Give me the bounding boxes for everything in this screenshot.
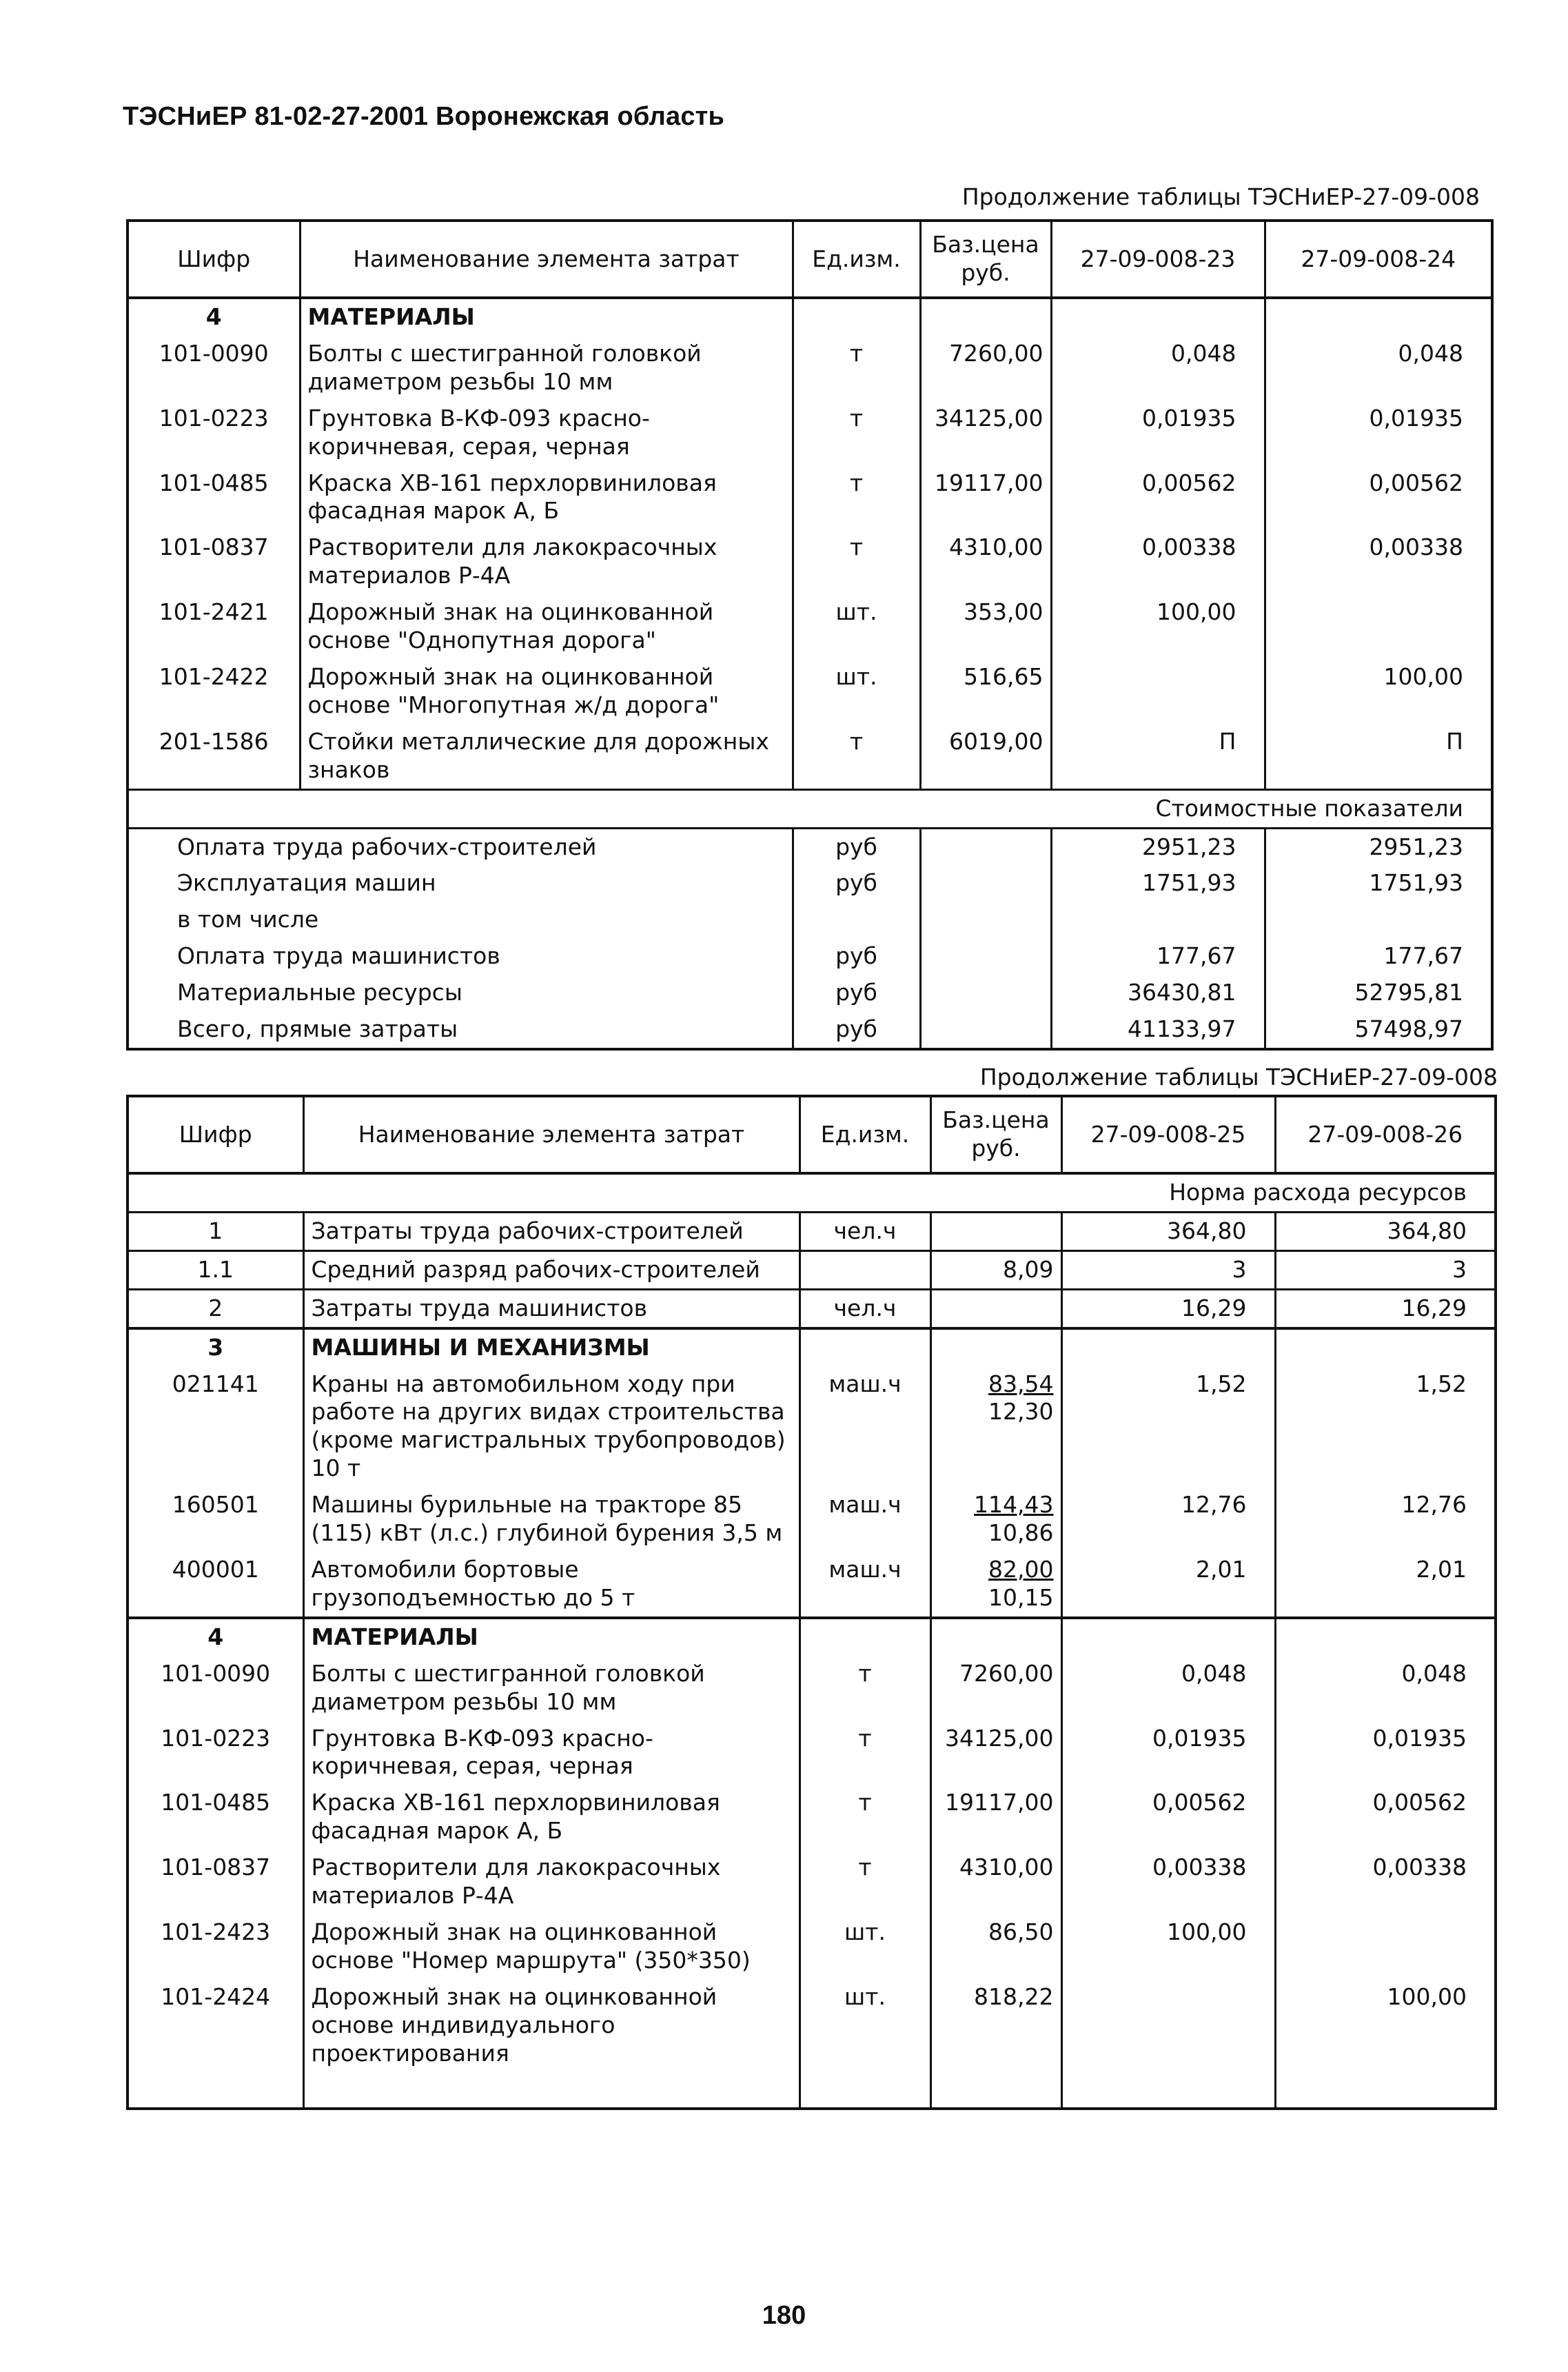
resource-name: Дорожный знак на оцинкованной основе "Однопутная дорога" [300,594,793,659]
norm-value-2: 0,048 [1398,339,1463,367]
norm-value-1: 3 [1061,1250,1275,1289]
col-header-name: Наименование элемента затрат [303,1096,800,1173]
summary-row [128,938,1492,975]
machine-unit: маш.ч [800,1487,930,1552]
empty-cell [1275,1328,1496,1366]
norm-value-1: 0,048 [1061,1656,1275,1721]
machine-unit: маш.ч [800,1552,930,1618]
empty-cell [930,2071,1061,2109]
norm-value-2: 0,00562 [1369,469,1463,496]
base-price: 516,65 [920,659,1051,724]
norm-value-1: 0,048 [1051,336,1265,401]
resource-name: Растворители для лакокрасочных материалов Р-4А [303,1849,800,1914]
resource-code: 101-2421 [128,594,300,659]
section-row-machines [128,1328,1496,1366]
resource-unit: шт. [800,1914,930,1979]
table-row [128,1289,1496,1328]
cost-indicators-label: Стоимостные показатели [128,789,1492,828]
section-number: 3 [128,1328,303,1366]
table2-caption: Продолжение таблицы ТЭСНиЕР-27-09-008 [979,1064,1498,1091]
col-header-price: Баз.цена руб. [930,1096,1061,1173]
summary-value-1: 36430,81 [1051,975,1265,1011]
summary-label: Оплата труда рабочих-строителей [128,828,793,865]
summary-value-1: 2951,23 [1051,828,1265,865]
summary-label: Эксплуатация машин [128,865,793,902]
table-row [128,1914,1496,1979]
section-title: МАТЕРИАЛЫ [303,1618,800,1656]
summary-unit: руб [793,938,920,975]
table-row [128,1212,1496,1250]
norm-value-1: П [1051,724,1265,789]
section-title: МАТЕРИАЛЫ [300,298,793,336]
resource-name: Затраты труда рабочих-строителей [303,1212,800,1250]
section-number: 4 [128,298,300,336]
table-row [128,1250,1496,1289]
summary-label: Всего, прямые затраты [128,1011,793,1049]
summary-label: в том числе [128,902,793,938]
resource-table-1 [126,219,1494,1051]
resource-code: 101-2423 [128,1914,303,1979]
empty-cell [930,1618,1061,1656]
norm-value-1: 0,01935 [1061,1721,1275,1785]
summary-unit: руб [793,865,920,902]
summary-unit [793,902,920,938]
resource-name: Грунтовка В-КФ-093 красно-коричневая, серая, черная [303,1721,800,1785]
table-row [128,1721,1496,1785]
col-header-unit: Ед.изм. [793,221,920,298]
table-row [128,1552,1496,1618]
norm-value-1: 100,00 [1061,1914,1275,1979]
summary-unit: руб [793,1011,920,1049]
resource-unit: т [800,1656,930,1721]
empty-cell [800,1328,930,1366]
machine-price-operation: 82,00 [988,1555,1054,1583]
norm-value-2 [1265,594,1492,659]
empty-cell [930,1328,1061,1366]
base-price: 19117,00 [930,1785,1061,1849]
summary-price [920,828,1051,865]
summary-price [920,902,1051,938]
base-price: 818,22 [930,1979,1061,2072]
norm-header-label: Норма расхода ресурсов [128,1173,1496,1212]
machine-code: 021141 [128,1366,303,1488]
resource-table-2 [126,1095,1497,2110]
resource-code: 101-0223 [128,401,300,465]
resource-name: Болты с шестигранной головкой диаметром резьбы 10 мм [300,336,793,401]
summary-value-2: 57498,97 [1354,1015,1463,1043]
summary-value-2: 52795,81 [1354,979,1463,1006]
resource-code: 101-0485 [128,1785,303,1849]
machine-name: Краны на автомобильном ходу при работе на других видах строительства (кроме магистральных трубопроводов) 10 т [303,1366,800,1488]
norm-value-2: 0,01935 [1369,404,1463,432]
norm-value-1: 2,01 [1061,1552,1275,1618]
norm-value-1: 100,00 [1051,594,1265,659]
resource-unit: т [800,1849,930,1914]
summary-row [128,1011,1492,1049]
table-row [128,1656,1496,1721]
summary-value-1: 41133,97 [1051,1011,1265,1049]
col-header-norm-24: 27-09-008-24 [1265,221,1492,298]
empty-cell [800,1618,930,1656]
document-title: ТЭСНиЕР 81-02-27-2001 Воронежская область [123,102,725,131]
norm-value-1: 0,00562 [1051,465,1265,530]
resource-name: Болты с шестигранной головкой диаметром резьбы 10 мм [303,1656,800,1721]
norm-value-1: 16,29 [1061,1289,1275,1328]
table-row [128,529,1492,594]
col-header-norm-26: 27-09-008-26 [1275,1096,1496,1173]
summary-value-2 [1265,902,1492,938]
resource-unit: чел.ч [800,1289,930,1328]
empty-cell [1275,2071,1496,2109]
machine-price-wages: 10,15 [988,1583,1054,1611]
table-row [128,1849,1496,1914]
resource-code: 101-0090 [128,336,300,401]
col-header-norm-25: 27-09-008-25 [1061,1096,1275,1173]
resource-code: 101-2424 [128,1979,303,2072]
empty-cell [1061,1618,1275,1656]
resource-unit: т [793,336,920,401]
resource-code: 101-0837 [128,529,300,594]
summary-row [128,865,1492,902]
machine-price-operation: 114,43 [974,1491,1054,1519]
resource-name: Дорожный знак на оцинкованной основе "Номер маршрута" (350*350) [303,1914,800,1979]
base-price: 86,50 [930,1914,1061,1979]
norm-header-row [128,1173,1496,1212]
resource-name: Дорожный знак на оцинкованной основе индивидуального проектирования [303,1979,800,2072]
resource-unit: шт. [793,594,920,659]
norm-value-2: 100,00 [1383,662,1463,690]
resource-name: Краска ХВ-161 перхлорвиниловая фасадная марок А, Б [303,1785,800,1849]
table1-header-row [128,221,1492,298]
base-price: 34125,00 [920,401,1051,465]
resource-code: 201-1586 [128,724,300,789]
table-row [128,465,1492,530]
base-price: 7260,00 [930,1656,1061,1721]
resource-name: Краска ХВ-161 перхлорвиниловая фасадная марок А, Б [300,465,793,530]
machine-name: Автомобили бортовые грузоподъемностью до 5 т [303,1552,800,1618]
col-header-price: Баз.цена руб. [920,221,1051,298]
machine-code: 400001 [128,1552,303,1618]
col-header-norm-23: 27-09-008-23 [1051,221,1265,298]
resource-unit: т [800,1785,930,1849]
norm-value-2: 0,00338 [1369,534,1463,561]
summary-value-2: 1751,93 [1369,869,1463,897]
norm-value-1: 0,01935 [1051,401,1265,465]
resource-name: Дорожный знак на оцинкованной основе "Многопутная ж/д дорога" [300,659,793,724]
section-title: МАШИНЫ И МЕХАНИЗМЫ [303,1328,800,1366]
resource-unit: шт. [793,659,920,724]
empty-cell [1275,1618,1496,1656]
summary-row [128,828,1492,865]
norm-value-2: 0,01935 [1372,1724,1467,1752]
resource-unit: чел.ч [800,1212,930,1250]
machine-price [930,1366,1061,1488]
spacer-row [128,2071,1496,2109]
table-row [128,1487,1496,1552]
norm-value-2: 12,76 [1401,1491,1467,1519]
cost-indicators-row [128,789,1492,828]
norm-value-1 [1051,659,1265,724]
table-row [128,1979,1496,2072]
table-row [128,724,1492,789]
col-header-code: Шифр [128,1096,303,1173]
norm-value-2: 16,29 [1275,1289,1496,1328]
norm-value-1: 0,00562 [1061,1785,1275,1849]
empty-cell [1061,1328,1275,1366]
norm-value-2 [1275,1914,1496,1979]
machine-code: 160501 [128,1487,303,1552]
norm-value-2: 100,00 [1387,1983,1467,2010]
section-number: 4 [128,1618,303,1656]
summary-price [920,1011,1051,1049]
col-header-code: Шифр [128,221,300,298]
norm-value-2: П [1446,727,1463,755]
machine-name: Машины бурильные на тракторе 85 (115) кВт (л.с.) глубиной бурения 3,5 м [303,1487,800,1552]
machine-price-wages: 10,86 [988,1519,1054,1547]
table-row [128,659,1492,724]
empty-cell [800,2071,930,2109]
empty-cell [1061,2071,1275,2109]
norm-value-1: 1,52 [1061,1366,1275,1488]
resource-unit: т [793,724,920,789]
page-number: 180 [762,2301,806,2330]
resource-code: 1 [128,1212,303,1250]
base-price [930,1212,1061,1250]
norm-value-2: 364,80 [1387,1217,1467,1244]
summary-unit: руб [793,828,920,865]
resource-name: Средний разряд рабочих-строителей [303,1250,800,1289]
summary-value-1: 1751,93 [1051,865,1265,902]
summary-price [920,975,1051,1011]
norm-value-2: 1,52 [1416,1370,1467,1397]
norm-value-2: 0,048 [1401,1659,1467,1687]
resource-name: Стойки металлические для дорожных знаков [300,724,793,789]
resource-code: 1.1 [128,1250,303,1289]
base-price: 4310,00 [920,529,1051,594]
table1-caption: Продолжение таблицы ТЭСНиЕР-27-09-008 [961,183,1480,210]
machine-price-operation: 83,54 [988,1370,1054,1397]
base-price: 34125,00 [930,1721,1061,1785]
table2-header-row [128,1096,1496,1173]
machine-price-wages: 12,30 [988,1398,1054,1426]
norm-value-1: 364,80 [1061,1212,1275,1250]
resource-name: Растворители для лакокрасочных материалов Р-4А [300,529,793,594]
empty-cell [303,2071,800,2109]
empty-cell [128,2071,303,2109]
section-row-materials [128,298,1492,336]
base-price [930,1289,1061,1328]
norm-value-2: 0,00338 [1372,1854,1467,1881]
resource-name: Затраты труда машинистов [303,1289,800,1328]
base-price: 6019,00 [920,724,1051,789]
table-row [128,1366,1496,1488]
summary-row [128,902,1492,938]
resource-name: Грунтовка В-КФ-093 красно-коричневая, серая, черная [300,401,793,465]
resource-code: 2 [128,1289,303,1328]
resource-unit: т [793,465,920,530]
summary-price [920,938,1051,975]
machine-price [930,1487,1061,1552]
col-header-name: Наименование элемента затрат [300,221,793,298]
base-price: 19117,00 [920,465,1051,530]
base-price: 353,00 [920,594,1051,659]
resource-unit [800,1250,930,1289]
resource-unit: шт. [800,1979,930,2072]
norm-value-2: 0,00562 [1372,1789,1467,1816]
norm-value-1: 0,00338 [1061,1849,1275,1914]
section-row-materials [128,1618,1496,1656]
summary-value-2: 177,67 [1383,942,1463,970]
summary-label: Материальные ресурсы [128,975,793,1011]
machine-unit: маш.ч [800,1366,930,1488]
summary-row [128,975,1492,1011]
resource-code: 101-2422 [128,659,300,724]
resource-code: 101-0485 [128,465,300,530]
summary-value-2: 2951,23 [1369,833,1463,860]
norm-value-2: 2,01 [1416,1555,1467,1583]
resource-unit: т [800,1721,930,1785]
summary-price [920,865,1051,902]
norm-value-2: 3 [1275,1250,1496,1289]
resource-code: 101-0837 [128,1849,303,1914]
summary-label: Оплата труда машинистов [128,938,793,975]
summary-value-1 [1051,902,1265,938]
norm-value-1: 12,76 [1061,1487,1275,1552]
resource-unit: т [793,529,920,594]
table-row [128,336,1492,401]
resource-code: 101-0090 [128,1656,303,1721]
table-row [128,1785,1496,1849]
base-price: 7260,00 [920,336,1051,401]
resource-unit: т [793,401,920,465]
table-row [128,401,1492,465]
resource-code: 101-0223 [128,1721,303,1785]
summary-unit: руб [793,975,920,1011]
norm-value-1: 0,00338 [1051,529,1265,594]
table-row [128,594,1492,659]
machine-price [930,1552,1061,1618]
norm-value-1 [1061,1979,1275,2072]
base-price: 4310,00 [930,1849,1061,1914]
col-header-unit: Ед.изм. [800,1096,930,1173]
summary-value-1: 177,67 [1051,938,1265,975]
base-price: 8,09 [930,1250,1061,1289]
